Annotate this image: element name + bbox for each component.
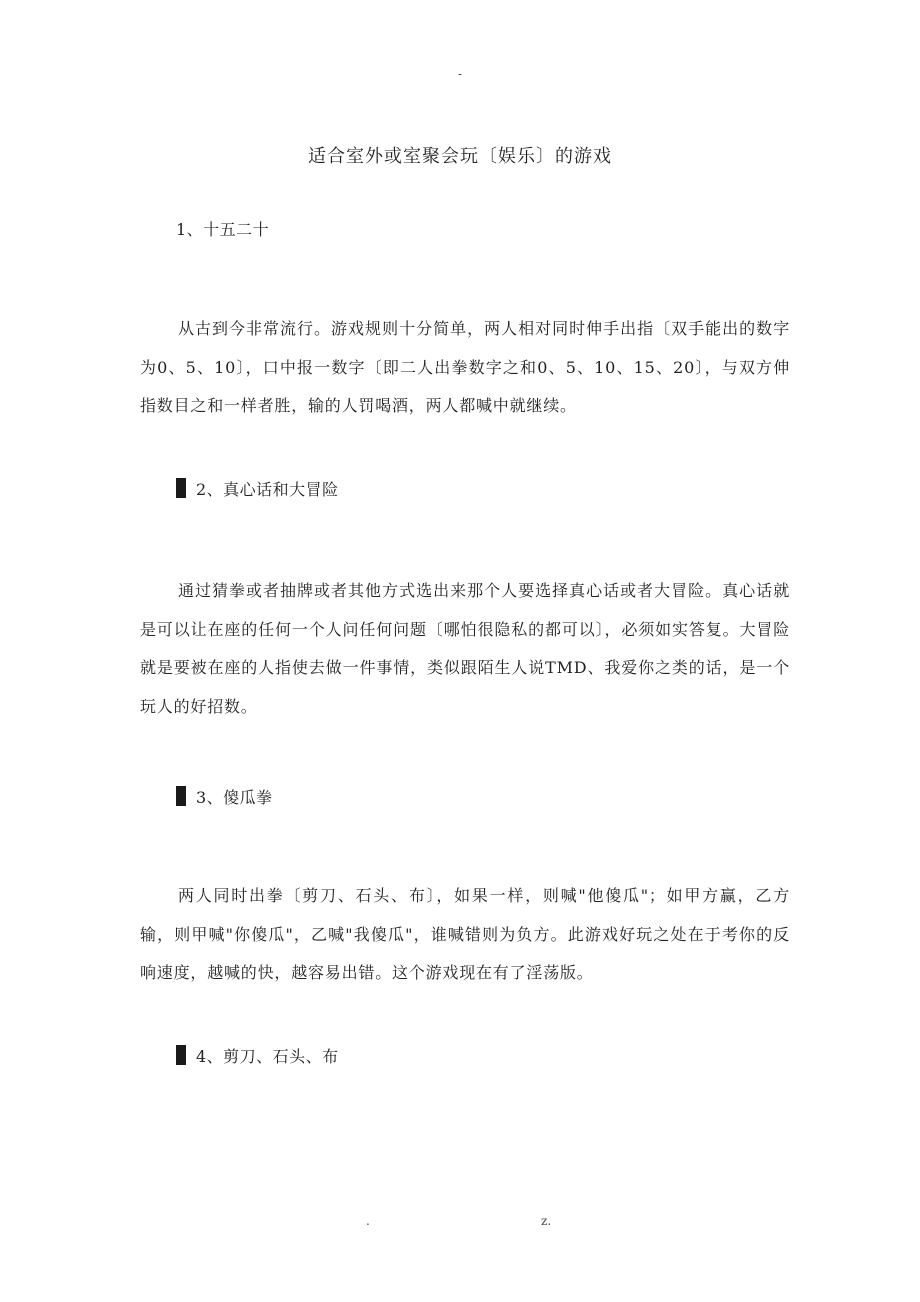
section-heading-1 [176, 218, 269, 242]
page-footer-left: . [366, 1214, 370, 1228]
section-heading-text: 3、傻瓜拳 [196, 788, 273, 807]
section-heading-4 [176, 1045, 339, 1069]
section-heading-3 [176, 786, 273, 810]
page-footer-right: z. [541, 1214, 552, 1228]
section-heading-text: 2、真心话和大冒险 [196, 480, 339, 499]
section-body-2: 通过猜拳或者抽牌或者其他方式选出来那个人要选择真心话或者大冒险。真心话就是可以让在座的任何一个人问任何问题〔哪怕很隐私的都可以〕，必须如实答复。大冒险就是要被在座的人指使去做一件事情，类似跟陌生人说TMD、我爱你之类的话，是一个玩人的好招数。 [140, 581, 790, 716]
page-header-mark: - [457, 67, 463, 81]
section-heading-text: 1、十五二十 [176, 220, 270, 239]
heading-marker-bar [176, 1045, 186, 1065]
heading-marker-bar [176, 478, 186, 498]
section-heading-2 [176, 478, 339, 502]
section-body-3: 两人同时出拳〔剪刀、石头、布〕，如果一样，则喊"他傻瓜"；如甲方赢，乙方输，则甲喊"你傻瓜"，乙喊"我傻瓜"，谁喊错则为负方。此游戏好玩之处在于考你的反响速度，越喊的快，越容易出错。这个游戏现在有了淫荡版。 [140, 886, 790, 982]
section-heading-text: 4、剪刀、石头、布 [196, 1047, 339, 1066]
document-title: 适合室外或室聚会玩〔娱乐〕的游戏 [308, 146, 612, 167]
heading-marker-bar [176, 786, 186, 806]
section-body-1: 从古到今非常流行。游戏规则十分简单，两人相对同时伸手出指〔双手能出的数字为0、5、10〕，口中报一数字〔即二人出拳数字之和0、5、10、15、20〕，与双方伸指数目之和一样者胜，输的人罚喝酒，两人都喊中就继续。 [140, 319, 790, 415]
